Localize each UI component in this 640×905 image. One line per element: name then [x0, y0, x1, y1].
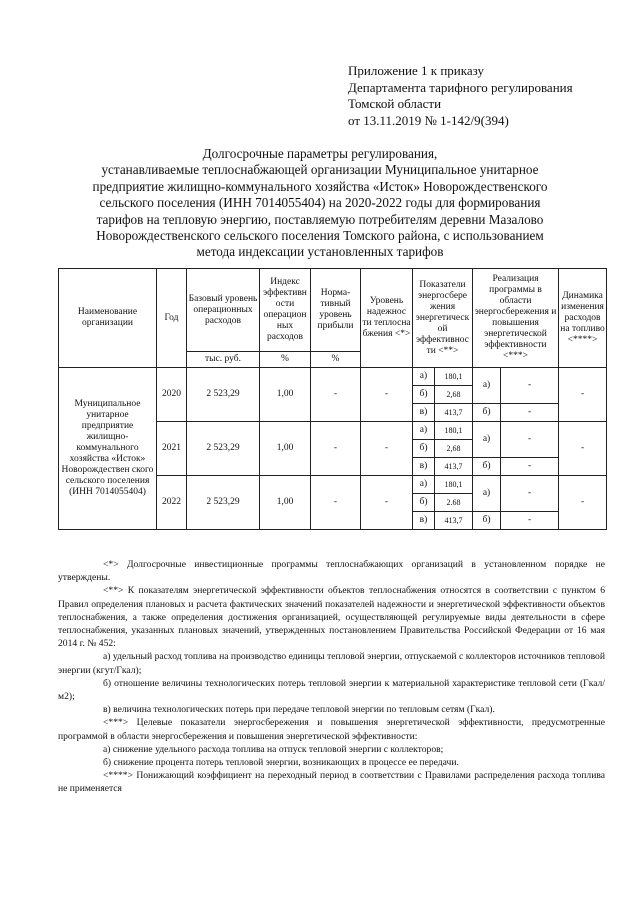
eff-value: 180,1 — [435, 422, 473, 440]
index-cell: 1,00 — [260, 422, 311, 476]
eff-value: 2,68 — [435, 440, 473, 458]
title-line: метода индексации установленных тарифов — [196, 244, 444, 260]
header-year: Год — [157, 269, 187, 368]
fuel-cell: - — [559, 476, 607, 530]
program-letter: б) — [473, 458, 501, 476]
base-cell: 2 523,29 — [187, 422, 260, 476]
eff-value: 2.68 — [435, 494, 473, 512]
program-letter: а) — [473, 422, 501, 458]
header-base: Базовый уровень операционных расходов — [187, 269, 260, 352]
header-fuel: Динамика изменения расходов на топливо <****> — [559, 269, 607, 368]
header-reliability: Уровень надежнос ти теплосна бжения <*> — [361, 269, 413, 368]
appendix-line: от 13.11.2019 № 1-142/9(394) — [348, 112, 509, 128]
footnote-3a: а) снижение удельного расхода топлива на отпуск тепловой энергии с коллекторов; — [103, 743, 444, 755]
parameters-table — [58, 268, 607, 530]
eff-letter: в) — [413, 512, 435, 530]
program-letter: а) — [473, 368, 501, 404]
document-title — [84, 146, 556, 261]
eff-value: 413,7 — [435, 458, 473, 476]
eff-value: 180,1 — [435, 476, 473, 494]
appendix-line: Департамента тарифного регулирования — [348, 79, 573, 95]
eff-letter: а) — [413, 476, 435, 494]
footnote-2c: в) величина технологических потерь при передаче тепловой энергии по тепловым сетям (Гкал). — [103, 704, 495, 716]
profit-cell: - — [311, 368, 361, 422]
header-org: Наименование организации — [59, 269, 157, 368]
program-value: - — [501, 422, 559, 458]
reliability-cell: - — [361, 476, 413, 530]
program-value: - — [501, 476, 559, 512]
title-line: сельского поселения (ИНН 7014055404) на 2020-2022 годы для формирования — [99, 195, 541, 211]
footnote-3b: б) снижение процента потерь тепловой энергии, возникающих в процессе ее передачи. — [103, 757, 459, 769]
eff-letter: в) — [413, 404, 435, 422]
program-value: - — [501, 458, 559, 476]
appendix-line: Приложение 1 к приказу — [348, 63, 485, 78]
program-letter: а) — [473, 476, 501, 512]
fuel-cell: - — [559, 368, 607, 422]
title-line: тарифов на тепловую энергию, поставляемую потребителям деревни Мазалово — [96, 211, 544, 227]
header-row — [59, 269, 607, 352]
footnotes — [58, 558, 605, 796]
title-line: предприятие жилищно-коммунального хозяйства «Исток» Новорождественского — [92, 178, 548, 194]
title-line: устанавливаемые теплоснабжающей организации Муниципальное унитарное — [101, 162, 539, 178]
index-cell: 1,00 — [260, 368, 311, 422]
footnote-3: <***> Целевые показатели энергосбережения и повышения энергетической эффективности, предусмотренные программой в области энергосбережения и повышения энергетической эффективности: — [58, 717, 605, 742]
year-cell: 2022 — [157, 476, 187, 530]
base-cell: 2 523,29 — [187, 368, 260, 422]
eff-value: 413,7 — [435, 512, 473, 530]
header-program: Реализация программы в области энергосбережения и повышения энергетической эффективности <***> — [473, 269, 559, 368]
unit-profit: % — [311, 352, 361, 368]
eff-letter: б) — [413, 440, 435, 458]
unit-base: тыс. руб. — [187, 352, 260, 368]
footnote-2: <**> К показателям энергетической эффективности объектов теплоснабжения относятся в соответствии с пунктом 6 Правил определения плановых и расчета фактических значений показателей надежности и энергетической эффективности объектов теплоснабжения, а также определения достижения организацией, осуществляющей регулируемые виды деятельности в сфере теплоснабжения, указанных плановых значений, утвержденных постановлением Правительства Российской Федерации от 16 мая 2014 г. № 452: — [58, 585, 605, 650]
eff-letter: в) — [413, 458, 435, 476]
program-value: - — [501, 368, 559, 404]
program-value: - — [501, 512, 559, 530]
header-energy-efficiency: Показатели энергосбере жения энергетическ ой эффективнос ти <**> — [413, 269, 473, 368]
header-index: Индекс эффективн ости операцион ных расходов — [260, 269, 311, 352]
eff-letter: а) — [413, 422, 435, 440]
profit-cell: - — [311, 422, 361, 476]
eff-letter: б) — [413, 386, 435, 404]
footnote-4: <****> Понижающий коэффициент на переходный период в соответствии с Правилами распределения расхода топлива не применяется — [58, 770, 605, 795]
title-line: Новорождественского сельского поселения Томского района, с использованием — [96, 228, 544, 244]
footnote-2a: а) удельный расход топлива на производство единицы тепловой энергии, отпускаемой с коллекторов источников тепловой энергии (кгут/Гкал); — [58, 651, 605, 676]
base-cell: 2 523,29 — [187, 476, 260, 530]
appendix-header — [348, 63, 633, 129]
eff-letter: б) — [413, 494, 435, 512]
eff-value: 2,68 — [435, 386, 473, 404]
appendix-line: Томской области — [348, 96, 442, 111]
year-cell: 2020 — [157, 368, 187, 422]
title-line: Долгосрочные параметры регулирования, — [202, 146, 438, 161]
profit-cell: - — [311, 476, 361, 530]
eff-letter: а) — [413, 368, 435, 386]
unit-index: % — [260, 352, 311, 368]
footnote-2b: б) отношение величины технологических потерь тепловой энергии к материальной характеристике тепловой сети (Гкал/м2); — [58, 677, 605, 703]
reliability-cell: - — [361, 422, 413, 476]
index-cell: 1,00 — [260, 476, 311, 530]
program-letter: б) — [473, 512, 501, 530]
footnote-1: <*> Долгосрочные инвестиционные программы теплоснабжающих организаций в установленном порядке не утверждены. — [58, 559, 605, 584]
program-letter: б) — [473, 404, 501, 422]
reliability-cell: - — [361, 368, 413, 422]
year-cell: 2021 — [157, 422, 187, 476]
eff-value: 413,7 — [435, 404, 473, 422]
eff-value: 180,1 — [435, 368, 473, 386]
header-profit: Норма-тивный уровень прибыли — [311, 269, 361, 352]
program-value: - — [501, 404, 559, 422]
org-name-cell: Муниципальное унитарное предприятие жилищно-коммунального хозяйства «Исток» Новорождествен ского сельского поселения (ИНН 7014055404) — [59, 368, 157, 530]
fuel-cell: - — [559, 422, 607, 476]
table-row — [59, 368, 607, 386]
